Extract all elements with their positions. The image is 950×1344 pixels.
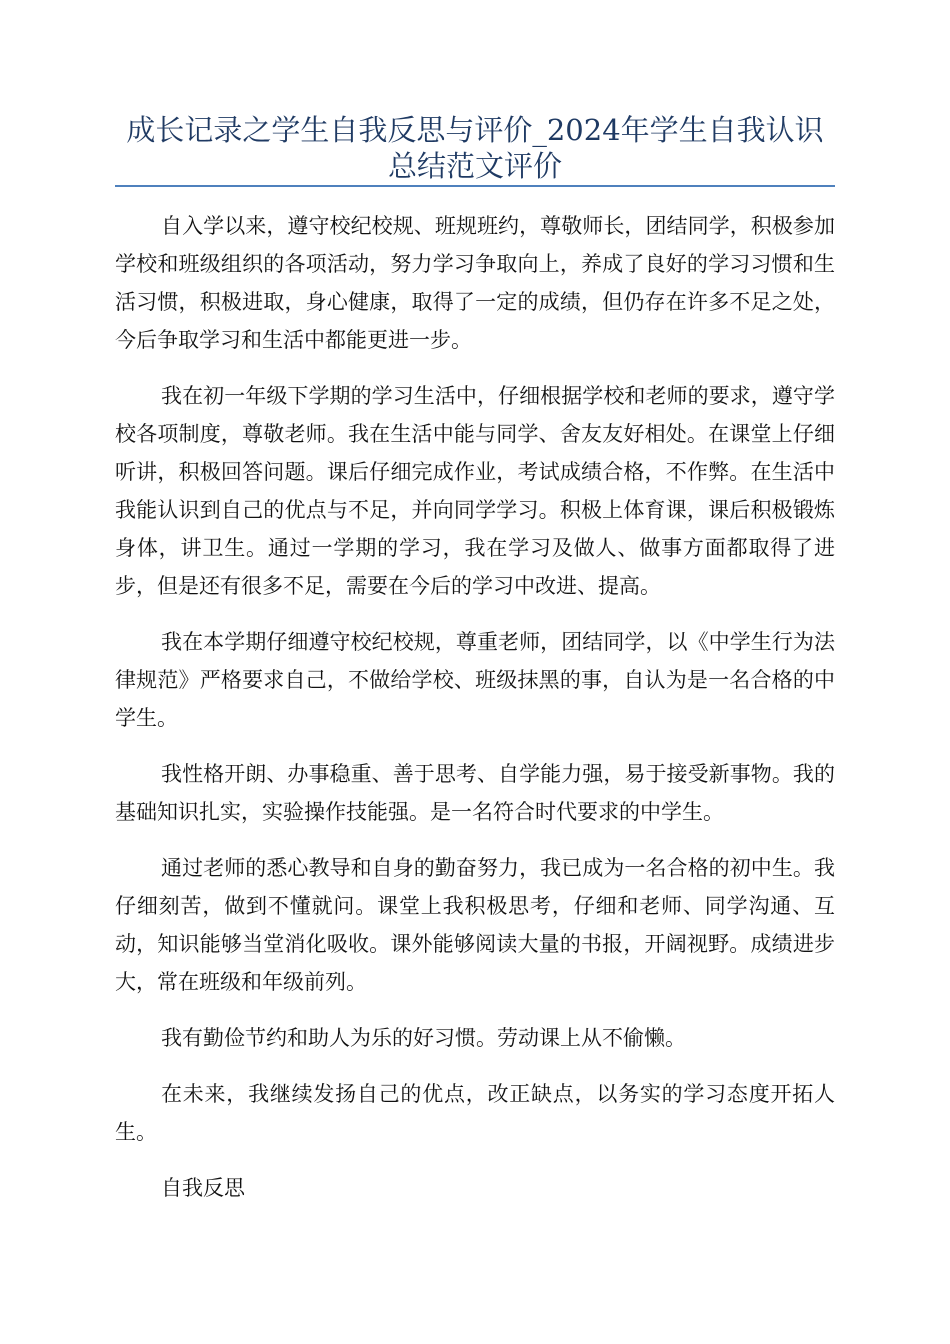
- paragraph-7: 在未来，我继续发扬自己的优点，改正缺点，以务实的学习态度开拓人生。: [115, 1082, 835, 1144]
- section-heading-self-reflection: 自我反思: [161, 1176, 245, 1200]
- paragraph-3: 我在本学期仔细遵守校纪校规，尊重老师，团结同学，以《中学生行为法律规范》严格要求自己，不做给学校、班级抹黑的事，自认为是一名合格的中学生。: [115, 630, 835, 730]
- paragraph-2: 我在初一年级下学期的学习生活中，仔细根据学校和老师的要求，遵守学校各项制度，尊敬老师。我在生活中能与同学、舍友友好相处。在课堂上仔细听讲，积极回答问题。课后仔细完成作业，考试成绩合格，不作弊。在生活中我能认识到自己的优点与不足，并向同学学习。积极上体育课，课后积极锻炼身体，讲卫生。通过一学期的学习，我在学习及做人、做事方面都取得了进步，但是还有很多不足，需要在今后的学习中改进、提高。: [115, 384, 835, 598]
- document-body: [115, 207, 835, 1225]
- title-underline: [115, 185, 835, 187]
- paragraph-4: 我性格开朗、办事稳重、善于思考、自学能力强，易于接受新事物。我的基础知识扎实，实验操作技能强。是一名符合时代要求的中学生。: [115, 762, 835, 824]
- paragraph-1: 自入学以来，遵守校纪校规、班规班约，尊敬师长，团结同学，积极参加学校和班级组织的各项活动，努力学习争取向上，养成了良好的学习习惯和生活习惯，积极进取，身心健康，取得了一定的成绩，但仍存在许多不足之处，今后争取学习和生活中都能更进一步。: [115, 214, 835, 352]
- paragraph-6: 我有勤俭节约和助人为乐的好习惯。劳动课上从不偷懒。: [161, 1026, 686, 1050]
- document-title: 成长记录之学生自我反思与评价_2024年学生自我认识总结范文评价: [126, 113, 824, 183]
- paragraph-5: 通过老师的悉心教导和自身的勤奋努力，我已成为一名合格的初中生。我仔细刻苦，做到不懂就问。课堂上我积极思考，仔细和老师、同学沟通、互动，知识能够当堂消化吸收。课外能够阅读大量的书报，开阔视野。成绩进步大，常在班级和年级前列。: [115, 856, 835, 994]
